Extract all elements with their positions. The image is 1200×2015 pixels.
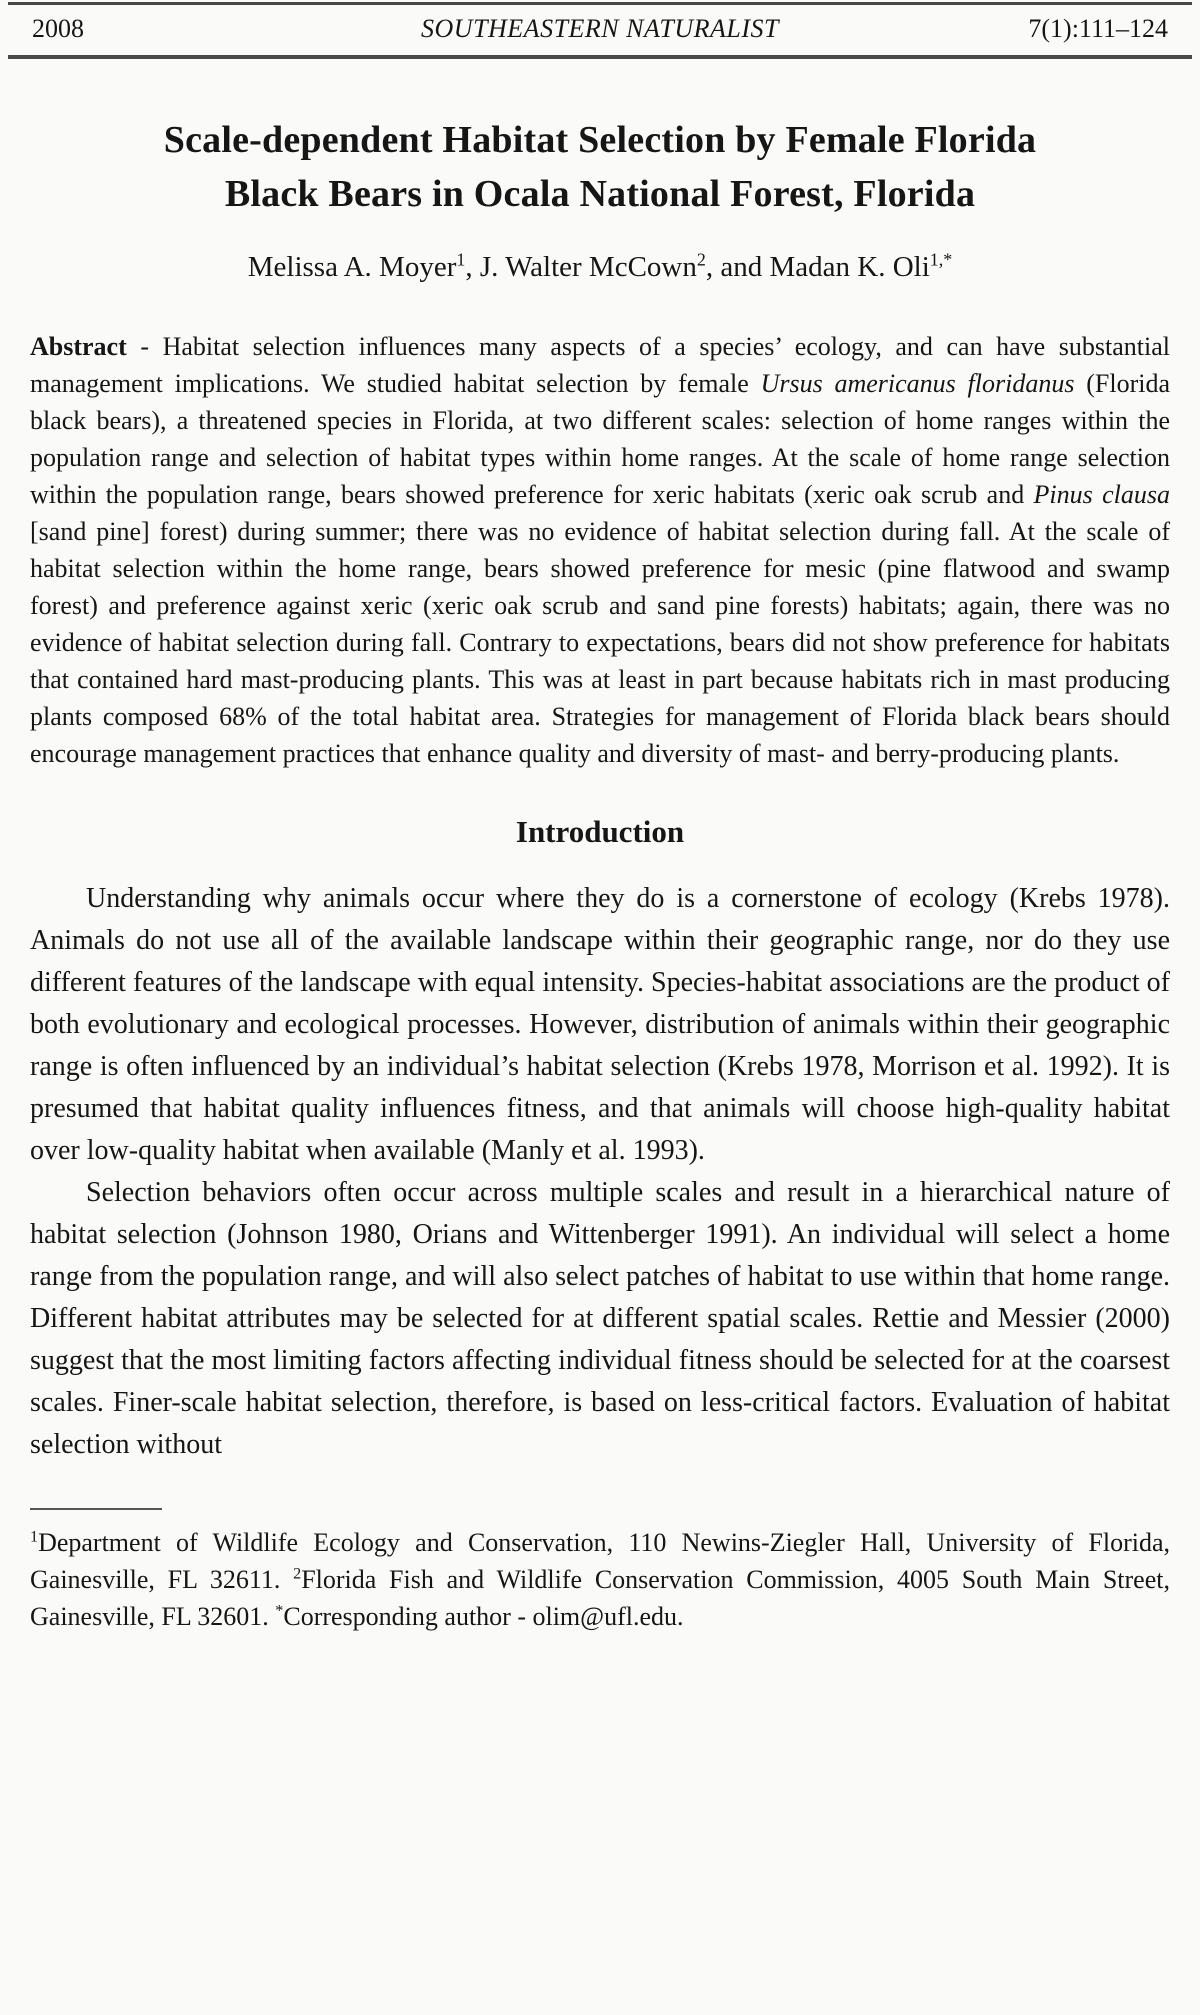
abstract-separator: - <box>126 332 163 361</box>
header-journal-name: SOUTHEASTERN NATURALIST <box>421 14 779 43</box>
author-3-name: , and Madan K. Oli <box>705 251 930 283</box>
author-line <box>30 251 1170 284</box>
abstract-paragraph <box>30 328 1170 772</box>
footnote-affiliation-1-sup: 1 <box>30 1528 39 1546</box>
author-1-name: Melissa A. Moyer <box>247 251 457 283</box>
affiliation-footnote <box>30 1524 1170 1635</box>
footnote-rule <box>30 1508 162 1510</box>
abstract-species-name-2: Pinus clausa <box>1033 480 1170 509</box>
article-title <box>60 113 1140 221</box>
author-2-affiliation-sup: 2 <box>696 249 706 270</box>
footnote-affiliation-1-text: Department of Wildlife Ecology and Conservation, 110 Newins-Ziegler Hall, University of Florida, Gainesville, FL 32611. <box>30 1528 1170 1594</box>
introduction-paragraph-2: Selection behaviors often occur across multiple scales and result in a hierarchical nature of habitat selection (Johnson 1980, Orians and Wittenberger 1991). An individual will select a home range from the population range, and will also select patches of habitat to use within that home range. Different habitat attributes may be selected for at different spatial scales. Rettie and Messier (2000) suggest that the most limiting factors affecting individual fitness should be selected for at the coarsest scales. Finer-scale habitat selection, therefore, is based on less-critical factors. Evaluation of habitat selection without <box>30 1177 1170 1460</box>
footnote-affiliation-2-sup: 2 <box>293 1565 302 1583</box>
abstract-text-2: (Florida black bears), a threatened species in Florida, at two different scales: selection of home ranges within the population range and selection of habitat types within home ranges. At the scale of home range selection within the population range, bears showed preference for xeric habitats (xeric oak scrub and <box>30 369 1171 509</box>
abstract-label: Abstract <box>30 332 127 361</box>
introduction-heading: Introduction <box>515 814 685 849</box>
author-3-affiliation-sup: 1,* <box>929 249 953 270</box>
abstract-text-1: Habitat selection influences many aspects of a species’ ecology, and can have substantial management implications. We studied habitat selection by female <box>30 332 1170 398</box>
header-year: 2008 <box>32 14 84 43</box>
footnote-corresponding-author-sup: * <box>275 1602 284 1620</box>
article-title-line2: Black Bears in Ocala National Forest, Florida <box>224 173 976 215</box>
article-title-line1: Scale-dependent Habitat Selection by Female Florida <box>163 119 1037 161</box>
journal-header <box>30 5 1170 55</box>
author-1-affiliation-sup: 1 <box>456 249 466 270</box>
header-rule <box>8 55 1192 59</box>
footnote-affiliation-2-text: Florida Fish and Wildlife Conservation Commission, 4005 South Main Street, Gainesville, FL 32601. <box>30 1565 1170 1631</box>
header-citation: 7(1):111–124 <box>1028 14 1168 43</box>
footnote-corresponding-author-text: Corresponding author - olim@ufl.edu. <box>283 1602 684 1631</box>
abstract-species-name-1: Ursus americanus floridanus <box>760 369 1075 398</box>
introduction-paragraph-1: Understanding why animals occur where they do is a cornerstone of ecology (Krebs 1978). Animals do not use all of the available landscape within their geographic range, nor do they use different features of the landscape with equal intensity. Species-habitat associations are the product of both evolutionary and ecological processes. However, distribution of animals within their geographic range is often influenced by an individual’s habitat selection (Krebs 1978, Morrison et al. 1992). It is presumed that habitat quality influences fitness, and that animals will choose high-quality habitat over low-quality habitat when available (Manly et al. 1993). <box>30 883 1170 1166</box>
abstract-text-3: [sand pine] forest) during summer; there was no evidence of habitat selection during fall. At the scale of habitat selection within the home range, bears showed preference for mesic (pine flatwood and swamp forest) and preference against xeric (xeric oak scrub and sand pine forests) habitats; again, there was no evidence of habitat selection during fall. Contrary to expectations, bears did not show preference for habitats that contained hard mast-producing plants. This was at least in part because habitats rich in mast producing plants composed 68% of the total habitat area. Strategies for management of Florida black bears should encourage management practices that enhance quality and diversity of mast- and berry-producing plants. <box>30 517 1170 768</box>
author-2-name: , J. Walter McCown <box>465 251 697 283</box>
